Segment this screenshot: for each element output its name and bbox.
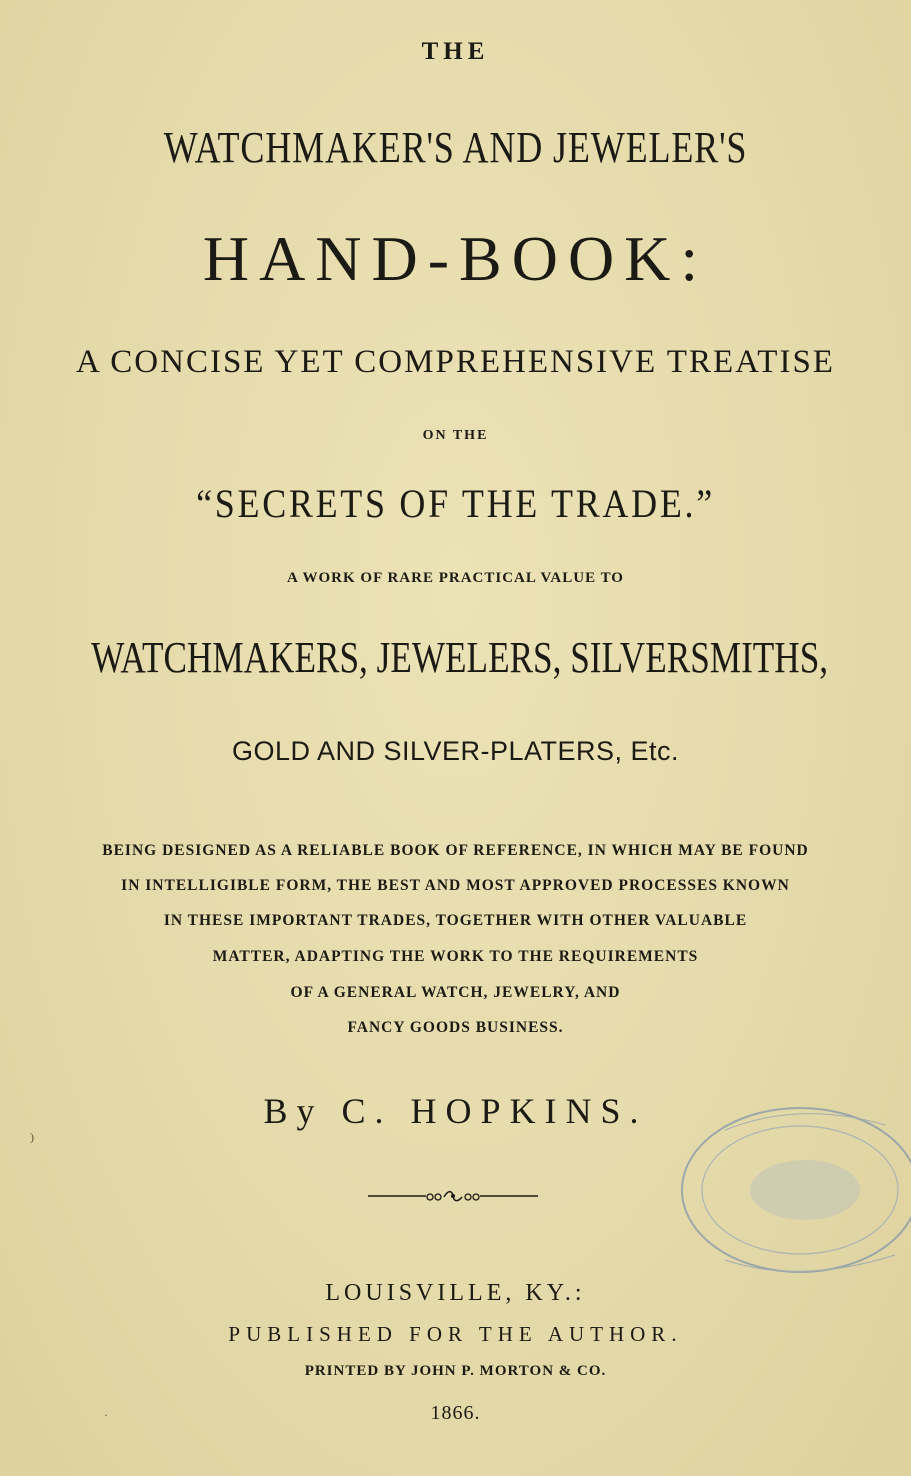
margin-dot: · bbox=[104, 1408, 108, 1422]
year-line: 1866. bbox=[430, 1402, 481, 1424]
trades-line: WATCHMAKERS, JEWELERS, SILVERSMITHS, bbox=[91, 633, 829, 682]
author-line: By C. HOPKINS. bbox=[263, 1091, 648, 1131]
description-line-2: IN INTELLIGIBLE FORM, THE BEST AND MOST APPROVED PROCESSES KNOWN bbox=[121, 877, 790, 894]
description-line-5: OF A GENERAL WATCH, JEWELRY, AND bbox=[290, 984, 621, 1001]
on-the: ON THE bbox=[422, 428, 489, 443]
publisher-line: PUBLISHED FOR THE AUTHOR. bbox=[228, 1322, 683, 1346]
secrets-line: “SECRETS OF THE TRADE.” bbox=[196, 481, 715, 526]
description-line-1: BEING DESIGNED AS A RELIABLE BOOK OF REFERENCE, IN WHICH MAY BE FOUND bbox=[102, 842, 809, 859]
subtitle: A CONCISE YET COMPREHENSIVE TREATISE bbox=[76, 344, 835, 380]
city-line: LOUISVILLE, KY.: bbox=[325, 1280, 586, 1306]
work-of-line: A WORK OF RARE PRACTICAL VALUE TO bbox=[287, 570, 624, 586]
title-line-2: HAND-BOOK: bbox=[202, 223, 709, 294]
fleuron-ornament-icon bbox=[368, 1188, 538, 1204]
printer-line: PRINTED BY JOHN P. MORTON & CO. bbox=[304, 1363, 607, 1379]
heading-the: THE bbox=[421, 38, 490, 65]
gold-line: GOLD AND SILVER-PLATERS, Etc. bbox=[231, 736, 680, 766]
title-line-1: WATCHMAKER'S AND JEWELER'S bbox=[163, 123, 748, 172]
margin-mark: ) bbox=[30, 1130, 34, 1144]
library-stamp-icon bbox=[665, 1090, 911, 1290]
description-line-6: FANCY GOODS BUSINESS. bbox=[347, 1019, 564, 1036]
description-line-3: IN THESE IMPORTANT TRADES, TOGETHER WITH OTHER VALUABLE bbox=[163, 912, 748, 929]
description-line-4: MATTER, ADAPTING THE WORK TO THE REQUIREMENTS bbox=[212, 948, 699, 965]
